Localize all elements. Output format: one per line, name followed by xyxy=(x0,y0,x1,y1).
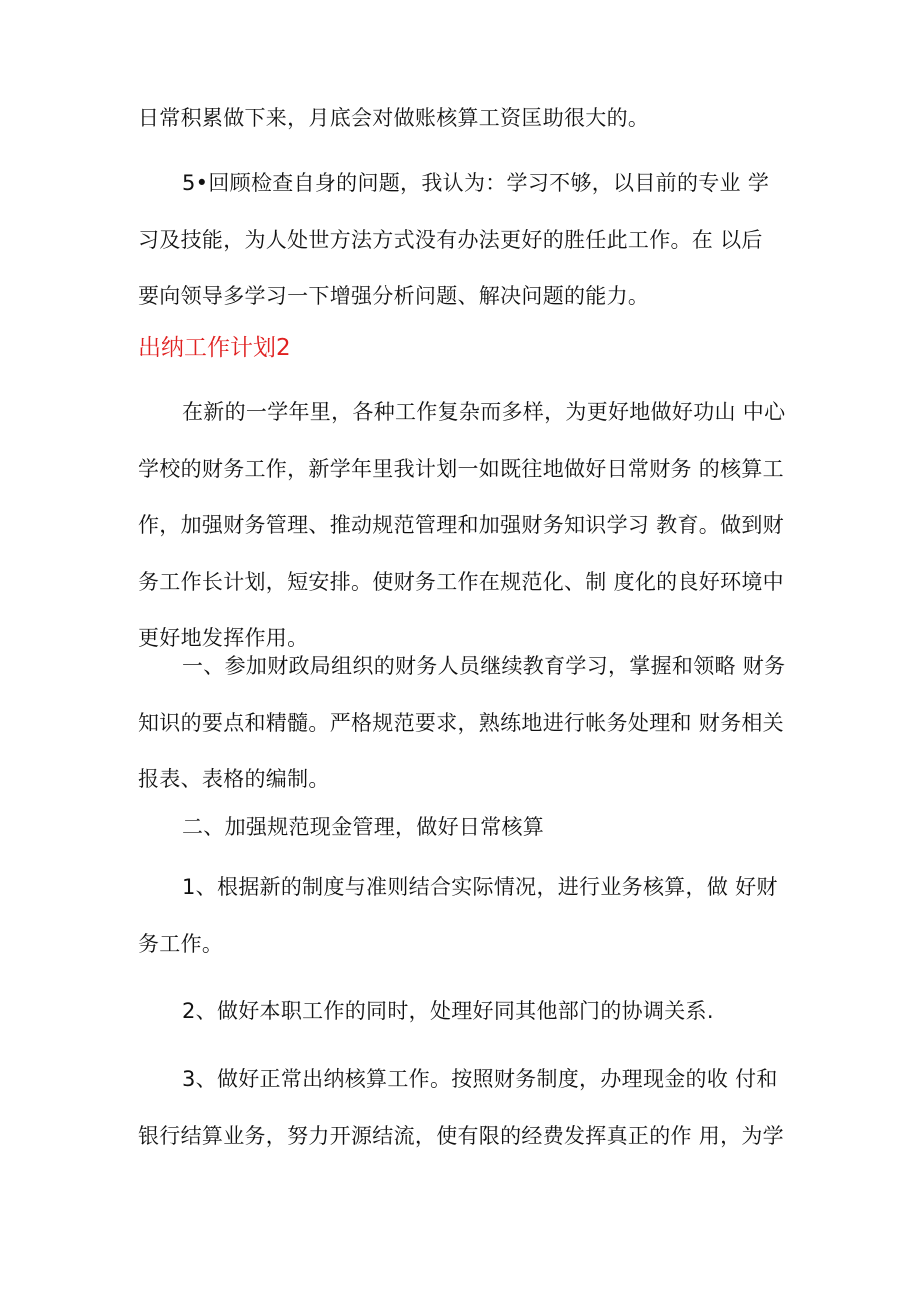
text-line: 一、参加财政局组织的财务人员继续教育学习，掌握和领略 财务 xyxy=(182,654,786,678)
text-line: 作，加强财务管理、推动规范管理和加强财务知识学习 教育。做到财 xyxy=(138,513,784,537)
text-line: 二、加强规范现金管理，做好日常核算 xyxy=(182,815,545,839)
paragraph-item-2 xyxy=(138,983,798,1040)
paragraph-item-1 xyxy=(138,859,798,972)
paragraph-item-5 xyxy=(138,155,798,325)
paragraph-continuation xyxy=(138,90,798,147)
text-line: 学校的财务工作，新学年里我计划一如既往地做好日常财务 的核算工 xyxy=(138,456,784,481)
text-line: 3、做好正常出纳核算工作。按照财务制度，办理现金的收 付和 xyxy=(182,1067,778,1091)
text-line: 报表、表格的编制。 xyxy=(138,767,330,791)
text-line: 5•回顾检查自身的问题，我认为：学习不够，以目前的专业 学 xyxy=(182,171,770,195)
paragraph-point-two xyxy=(138,799,798,856)
paragraph-item-3 xyxy=(138,1051,798,1164)
text-line: 知识的要点和精髓。严格规范要求，熟练地进行帐务处理和 财务相关 xyxy=(138,710,784,735)
text-line: 在新的一学年里，各种工作复杂而多样，为更好地做好功山 中心 xyxy=(182,400,786,424)
paragraph-point-one xyxy=(138,638,798,808)
text-line: 务工作。 xyxy=(138,931,224,956)
text-line: 2、做好本职工作的同时，处理好同其他部门的协调关系. xyxy=(182,999,714,1023)
text-line: 要向领导多学习一下增强分析问题、解决问题的能力。 xyxy=(138,284,650,308)
text-line: 银行结算业务，努力开源结流，使有限的经费发挥真正的作 用，为学 xyxy=(138,1123,784,1148)
text-line: 习及技能，为人处世方法方式没有办法更好的胜任此工作。在 以后 xyxy=(138,227,763,252)
text-line: 更好地发挥作用。 xyxy=(138,626,309,650)
text-line: 1、根据新的制度与准则结合实际情况，进行业务核算，做 好财 xyxy=(182,875,778,899)
text-line: 务工作长计划，短安排。使财务工作在规范化、制 度化的良好环境中 xyxy=(138,569,784,594)
paragraph-intro xyxy=(138,384,798,667)
section-heading: 出纳工作计划2 xyxy=(138,335,291,361)
text-line: 日常积累做下来，月底会对做账核算工资匡助很大的。 xyxy=(138,106,650,130)
